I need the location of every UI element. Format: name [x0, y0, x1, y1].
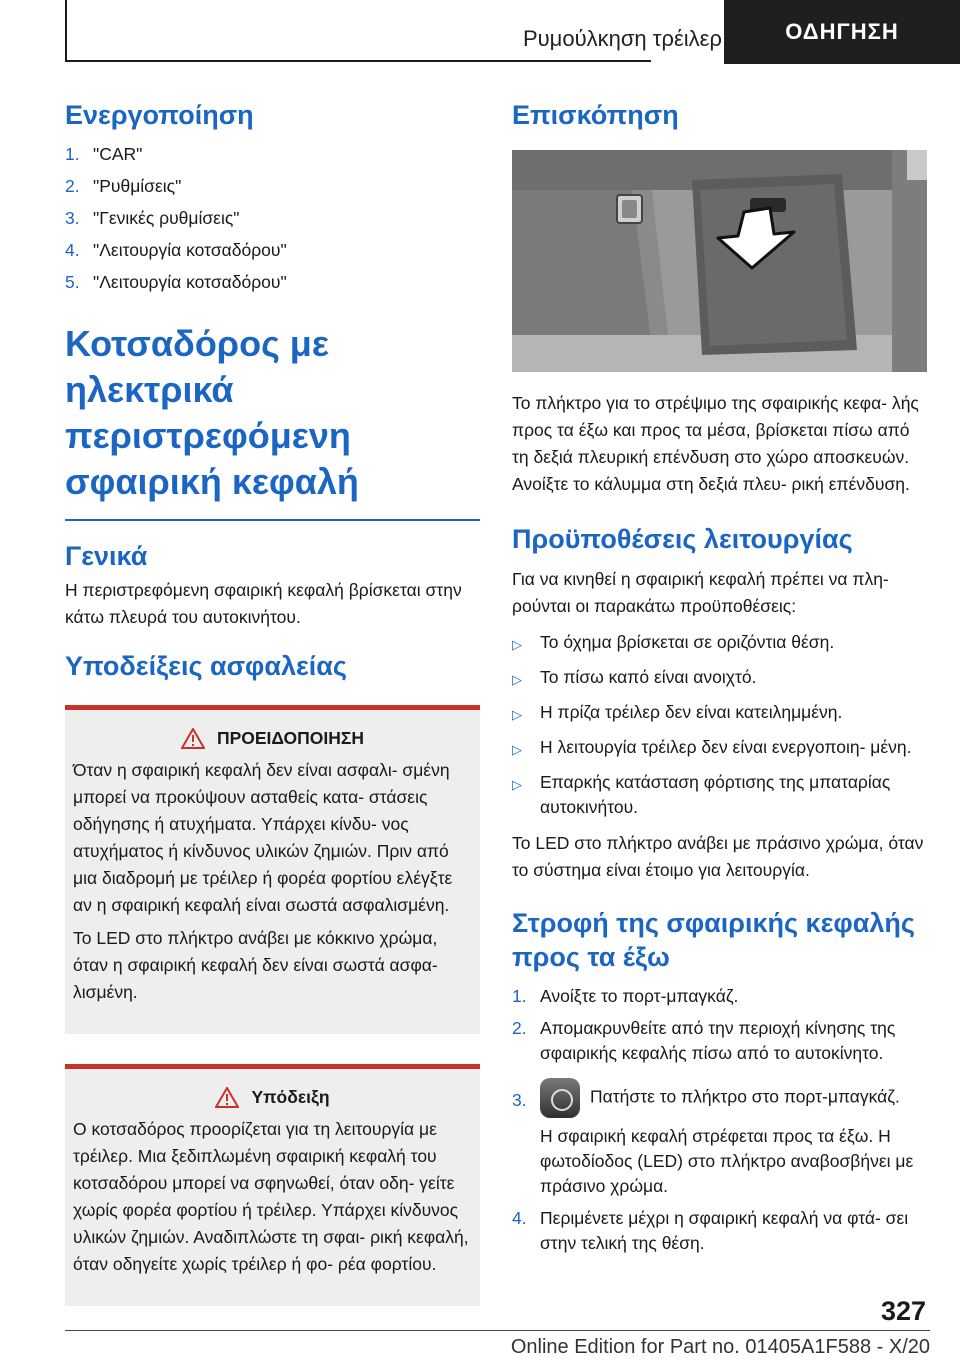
- step-text: "CAR": [93, 144, 143, 164]
- list-item: [512, 1206, 927, 1256]
- warning-title: ΠΡΟΕΙΔΟΠΟΙΗΣΗ: [216, 728, 365, 748]
- conditions-list: [512, 630, 927, 820]
- activation-steps: [65, 142, 480, 295]
- page-header: [65, 0, 960, 64]
- safety-heading: Υποδείξεις ασφαλείας: [65, 651, 347, 681]
- step-number: 2.: [512, 1018, 527, 1038]
- condition-text: Το πίσω καπό είναι ανοιχτό.: [540, 667, 757, 687]
- turn-out-heading: Στροφή της σφαιρικής κεφαλής προς τα έξω: [512, 908, 915, 972]
- header-chapter-tab: ΟΔΗΓΗΣΗ: [724, 0, 960, 64]
- step-number: 5.: [65, 272, 80, 292]
- note-text: Ο κοτσαδόρος προορίζεται για τη λειτουργία με τρέιλερ. Μια ξεδιπλωμένη σφαιρική κεφαλή του κοτσαδόρου μπορεί να σφηνωθεί, όταν οδη- γείτε χωρίς φορέα φορτίου ή τρέιλερ. Υπάρχει κίνδυνος υλικών ζημιών. Αναδιπλώστε τη σφαι- ρική κεφαλή, όταν οδηγείτε χωρίς τρέιλερ ή φο- ρέα φορτίου.: [73, 1119, 469, 1274]
- note-header: [73, 1087, 472, 1108]
- triangle-bullet-icon: ▷: [512, 637, 522, 652]
- list-item: [512, 735, 927, 760]
- list-item: [512, 700, 927, 725]
- triangle-bullet-icon: ▷: [512, 707, 522, 722]
- step-text: Περιμένετε μέχρι η σφαιρική κεφαλή να φτά- σει στην τελική της θέση.: [540, 1208, 909, 1253]
- step-number: 4.: [65, 240, 80, 260]
- triangle-bullet-icon: ▷: [512, 777, 522, 792]
- overview-heading: Επισκόπηση: [512, 100, 679, 130]
- step-detail-text: Η σφαιρική κεφαλή στρέφεται προς τα έξω. Η φωτοδίοδος (LED) στο πλήκτρο αναβοσβήνει με πράσινο χρώμα.: [540, 1126, 914, 1196]
- list-item: [65, 142, 480, 167]
- condition-text: Το όχημα βρίσκεται σε οριζόντια θέση.: [540, 632, 835, 652]
- step-text: Ανοίξτε το πορτ-μπαγκάζ.: [540, 986, 739, 1006]
- trunk-panel-photo: [512, 150, 927, 372]
- list-item: [65, 270, 480, 295]
- right-column: [512, 98, 927, 1263]
- note-title: Υπόδειξη: [251, 1087, 330, 1107]
- turn-out-steps: [512, 984, 927, 1256]
- header-section-title: Ρυμούλκηση τρέιλερ: [522, 26, 722, 51]
- step-text: "Λειτουργία κοτσαδόρου": [93, 272, 287, 292]
- warning-triangle-icon: [215, 1087, 239, 1108]
- list-item: [512, 665, 927, 690]
- list-item: [512, 1078, 927, 1199]
- step-number: 3.: [512, 1090, 527, 1110]
- step-text: Απομακρυνθείτε από την περιοχή κίνησης της σφαιρικής κεφαλής πίσω από το αυτοκίνητο.: [540, 1018, 896, 1063]
- list-item: [512, 770, 927, 820]
- step-text: "Ρυθμίσεις": [93, 176, 182, 196]
- edition-footer: Online Edition for Part no. 01405A1F588 - X/20: [510, 1336, 930, 1358]
- step-number: 4.: [512, 1208, 527, 1228]
- overview-text: Το πλήκτρο για το στρέψιμο της σφαιρικής κεφα- λής προς τα έξω και προς τα μέσα, βρίσκεται πίσω από τη δεξιά πλευρική επένδυση στο χώρο αποσκευών. Ανοίξτε το κάλυμμα στη δεξιά πλευ- ρική επένδυση.: [512, 393, 919, 494]
- step-number: 1.: [65, 144, 80, 164]
- conditions-intro: Για να κινηθεί η σφαιρική κεφαλή πρέπει να πλη- ρούνται οι παρακάτω προϋποθέσεις:: [512, 569, 889, 616]
- note-box: [65, 1064, 480, 1306]
- list-item: [65, 174, 480, 199]
- warning-box: [65, 705, 480, 1034]
- general-heading: Γενικά: [65, 541, 148, 571]
- main-title: Κοτσαδόρος με ηλεκτρικά περιστρεφόμενη σφαιρική κεφαλή: [65, 323, 359, 502]
- left-column: [65, 98, 480, 1306]
- triangle-bullet-icon: ▷: [512, 672, 522, 687]
- condition-text: Η λειτουργία τρέιλερ δεν είναι ενεργοποιη- μένη.: [540, 737, 912, 757]
- trailer-hitch-button-icon: [540, 1078, 580, 1118]
- page-number: 327: [880, 1296, 926, 1326]
- list-item: [512, 630, 927, 655]
- step-number: 1.: [512, 986, 527, 1006]
- condition-text: Η πρίζα τρέιλερ δεν είναι κατειλημμένη.: [540, 702, 843, 722]
- step-number: 2.: [65, 176, 80, 196]
- step-text: "Λειτουργία κοτσαδόρου": [93, 240, 287, 260]
- conditions-heading: Προϋποθέσεις λειτουργίας: [512, 524, 853, 554]
- title-divider: [65, 519, 480, 521]
- general-text: Η περιστρεφόμενη σφαιρική κεφαλή βρίσκεται στην κάτω πλευρά του αυτοκινήτου.: [65, 580, 462, 627]
- list-item: [512, 1016, 927, 1066]
- step-text: Πατήστε το πλήκτρο στο πορτ-μπαγκάζ.: [590, 1086, 900, 1107]
- step-number: 3.: [65, 208, 80, 228]
- warning-header: [73, 728, 472, 749]
- list-item: [65, 206, 480, 231]
- warning-text: Όταν η σφαιρική κεφαλή δεν είναι ασφαλι- σμένη μπορεί να προκύψουν ασταθείς κατα- στάσεις οδήγησης ή ατυχήματα. Υπάρχει κίνδυ- νος ατυχήματος ή κίνδυνος υλικών ζημιών. Πριν από μια διαδρομή με τρέιλερ ή φορέα φορτίου ελέγξτε αν η σφαιρική κεφαλή είναι σωστά ασφαλισμένη.: [73, 760, 453, 915]
- step-text: "Γενικές ρυθμίσεις": [93, 208, 240, 228]
- warning-led-text: Το LED στο πλήκτρο ανάβει με κόκκινο χρώμα, όταν η σφαιρική κεφαλή δεν είναι σωστά ασφα- λισμένη.: [73, 928, 438, 1002]
- footer-divider: [65, 1330, 930, 1331]
- warning-triangle-icon: [181, 728, 205, 749]
- list-item: [65, 238, 480, 263]
- triangle-bullet-icon: ▷: [512, 742, 522, 757]
- activation-heading: Ενεργοποίηση: [65, 100, 254, 130]
- condition-text: Επαρκής κατάσταση φόρτισης της μπαταρίας αυτοκινήτου.: [540, 772, 891, 817]
- list-item: [512, 984, 927, 1009]
- conditions-led-text: Το LED στο πλήκτρο ανάβει με πράσινο χρώμα, όταν το σύστημα είναι έτοιμο για λειτουργία.: [512, 833, 924, 880]
